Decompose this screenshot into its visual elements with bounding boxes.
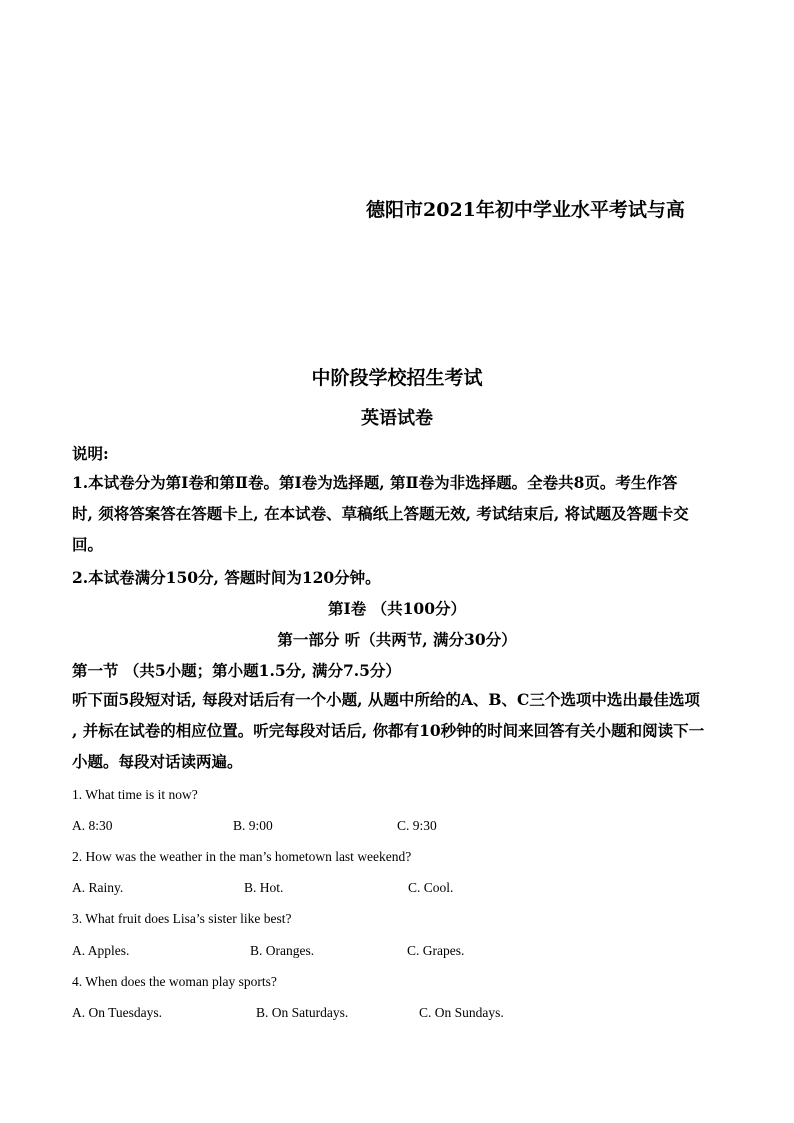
section-heading: 第一节 （共5小题；第小题1.5分, 满分7.5分） [72,661,401,680]
option-c: C. On Sundays. [419,1005,504,1020]
question-text: 2. How was the weather in the man’s hometown last weekend? [72,849,412,864]
exam-title-line2: 中阶段学校招生考试 [311,367,483,389]
question-text: 3. What fruit does Lisa’s sister like best? [72,911,292,926]
option-c: C. Grapes. [407,943,465,958]
option-a: A. Rainy. [72,880,124,895]
option-b: B. Hot. [244,880,284,895]
option-b: B. 9:00 [233,818,273,833]
question-text: 1. What time is it now? [72,787,198,802]
directions-line: 听下面5段短对话, 每段对话后有一个小题, 从题中所给的A、B、C三个选项中选出最佳选项 [72,690,700,709]
option-c: C. 9:30 [397,818,437,833]
instructions-item-1 [72,467,724,560]
volume-heading: 第Ⅰ卷 （共100分） [327,599,466,618]
directions [72,684,724,777]
instructions-item-1-line: 时, 须将答案答在答题卡上, 在本试卷、草稿纸上答题无效, 考试结束后, 将试题及答题卡交 [72,504,689,523]
exam-title-line1: 德阳市2021年初中学业水平考试与高 [366,199,685,221]
option-c: C. Cool. [408,880,454,895]
option-a: A. Apples. [72,943,130,958]
option-a: A. 8:30 [72,818,113,833]
option-b: B. On Saturdays. [256,1005,349,1020]
instructions-item-1-line: 回。 [72,535,104,554]
directions-line: , 并标在试卷的相应位置。听完每段对话后, 你都有10秒钟的时间来回答有关小题和阅读下一 [72,721,705,740]
option-a: A. On Tuesdays. [72,1005,163,1020]
part-heading: 第一部分 听（共两节, 满分30分） [277,630,517,649]
instructions-item-2: 2.本试卷满分150分, 答题时间为120分钟。 [72,568,381,587]
question-text: 4. When does the woman play sports? [72,974,277,989]
instructions-item-1-line: 1.本试卷分为第Ⅰ卷和第Ⅱ卷。第Ⅰ卷为选择题, 第Ⅱ卷为非选择题。全卷共8页。考生作答 [72,473,678,492]
directions-line: 小题。每段对话读两遍。 [72,752,243,771]
subject-title: 英语试卷 [361,408,433,429]
instructions-label: 说明: [72,444,109,463]
option-b: B. Oranges. [250,943,315,958]
